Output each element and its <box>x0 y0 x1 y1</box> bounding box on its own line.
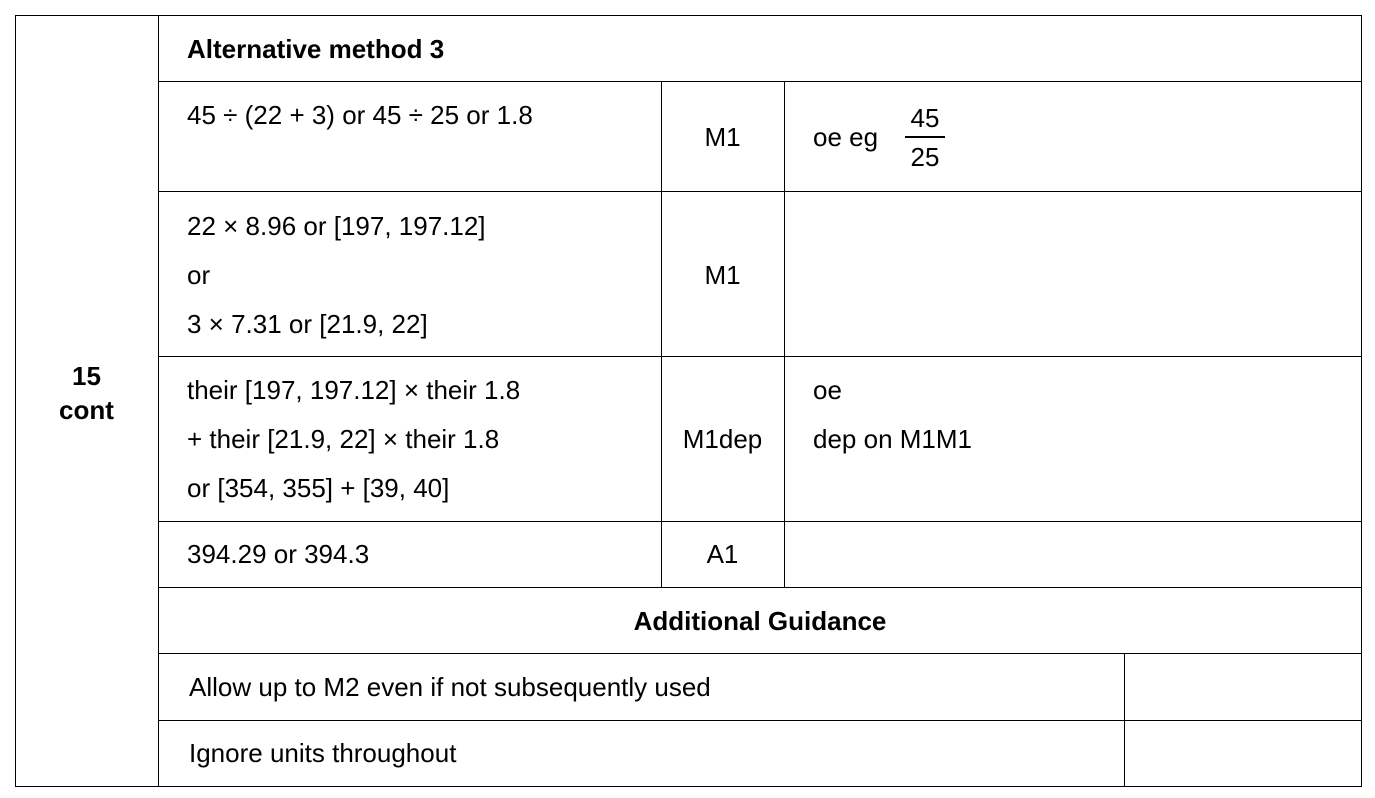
fraction <box>905 103 945 172</box>
mark-cell: A1 <box>706 539 739 569</box>
guidance-item: Allow up to M2 even if not subsequently used <box>189 672 711 702</box>
guidance-item: Ignore units throughout <box>189 738 457 768</box>
comment-text: oe eg <box>813 122 879 152</box>
row-divider <box>158 191 1362 192</box>
working-text: 45 ÷ (22 + 3) or 45 ÷ 25 or 1.8 <box>187 100 533 130</box>
fraction-bar <box>905 136 945 138</box>
working-text: 394.29 or 394.3 <box>187 539 370 569</box>
row-divider <box>158 81 1362 82</box>
working-text: 3 × 7.31 or [21.9, 22] <box>187 309 428 339</box>
working-text: or <box>187 260 211 290</box>
comment-text: oe <box>813 375 842 405</box>
column-divider <box>784 81 785 588</box>
method-title: Alternative method 3 <box>187 34 445 64</box>
column-divider <box>661 81 662 588</box>
row-divider <box>158 653 1362 654</box>
working-text: their [197, 197.12] × their 1.8 <box>187 375 521 405</box>
mark-cell: M1 <box>704 122 741 152</box>
fraction-denominator: 25 <box>910 142 940 172</box>
question-cont-label: cont <box>59 395 114 425</box>
fraction-numerator: 45 <box>910 103 940 133</box>
row-divider <box>158 356 1362 357</box>
question-number: 15 <box>72 361 101 391</box>
column-divider <box>158 15 159 787</box>
working-text: or [354, 355] + [39, 40] <box>187 473 450 503</box>
working-text: + their [21.9, 22] × their 1.8 <box>187 424 500 454</box>
comment-text: dep on M1M1 <box>813 424 972 454</box>
working-text: 22 × 8.96 or [197, 197.12] <box>187 211 486 241</box>
row-divider <box>158 587 1362 588</box>
mark-cell: M1dep <box>682 424 763 454</box>
mark-cell: M1 <box>704 260 741 290</box>
column-divider <box>1124 653 1125 787</box>
table-border-top <box>15 15 1362 16</box>
table-border-bottom <box>15 786 1362 787</box>
row-divider <box>158 521 1362 522</box>
table-border-right <box>1361 15 1362 787</box>
guidance-title: Additional Guidance <box>633 606 887 636</box>
row-divider <box>158 720 1362 721</box>
